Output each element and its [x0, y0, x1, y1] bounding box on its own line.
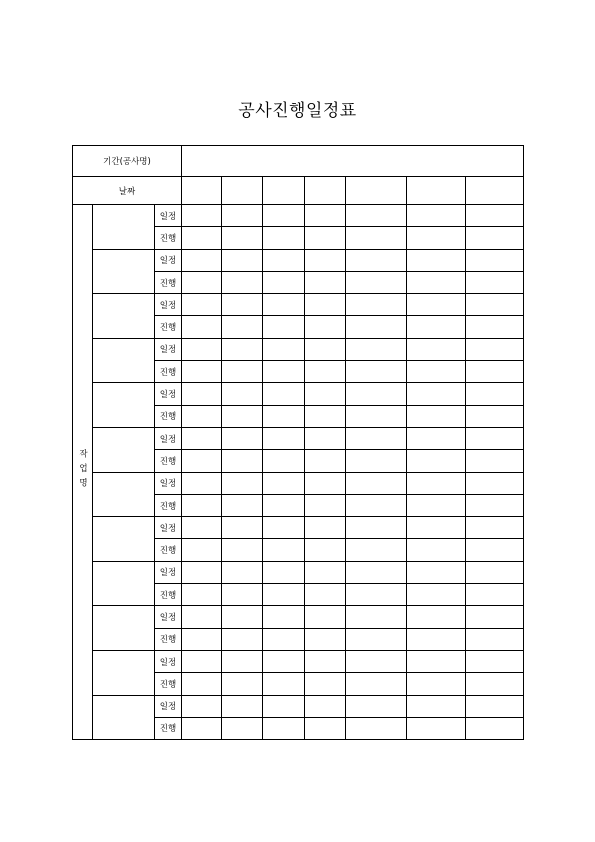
- schedule-cell[interactable]: [305, 517, 346, 539]
- schedule-cell[interactable]: [407, 517, 466, 539]
- schedule-cell[interactable]: [346, 606, 407, 628]
- schedule-cell[interactable]: [407, 271, 466, 293]
- progress-label-cell: [155, 539, 182, 561]
- schedule-cell[interactable]: [346, 717, 407, 739]
- progress-label-cell: [155, 227, 182, 249]
- task-name-cell[interactable]: [93, 650, 155, 695]
- schedule-cell[interactable]: [346, 517, 407, 539]
- schedule-cell[interactable]: [346, 539, 407, 561]
- task-name-cell[interactable]: [93, 383, 155, 428]
- schedule-cell[interactable]: [182, 561, 222, 583]
- plan-label: 일정: [159, 345, 177, 356]
- schedule-cell[interactable]: [407, 472, 466, 494]
- table-row: [73, 249, 524, 271]
- schedule-cell[interactable]: [182, 673, 222, 695]
- schedule-cell[interactable]: [346, 383, 407, 405]
- progress-label: 진행: [159, 278, 177, 289]
- progress-label-cell: [155, 361, 182, 383]
- progress-label: 진행: [159, 233, 177, 244]
- plan-label-cell: [155, 294, 182, 316]
- schedule-cell[interactable]: [182, 294, 222, 316]
- schedule-cell[interactable]: [305, 717, 346, 739]
- plan-label: 일정: [159, 300, 177, 311]
- schedule-cell[interactable]: [305, 205, 346, 227]
- schedule-cell[interactable]: [305, 695, 346, 717]
- progress-label-cell: [155, 271, 182, 293]
- schedule-cell[interactable]: [346, 405, 407, 427]
- schedule-cell[interactable]: [182, 427, 222, 449]
- schedule-cell[interactable]: [182, 517, 222, 539]
- schedule-cell[interactable]: [407, 294, 466, 316]
- schedule-cell[interactable]: [466, 294, 524, 316]
- task-name-cell[interactable]: [93, 205, 155, 250]
- plan-label: 일정: [159, 702, 177, 713]
- plan-label-cell: [155, 650, 182, 672]
- plan-label: 일정: [159, 657, 177, 668]
- schedule-cell[interactable]: [222, 472, 263, 494]
- schedule-cell[interactable]: [263, 472, 305, 494]
- plan-label-cell: [155, 517, 182, 539]
- schedule-cell[interactable]: [346, 584, 407, 606]
- schedule-cell[interactable]: [407, 539, 466, 561]
- schedule-cell[interactable]: [346, 472, 407, 494]
- schedule-cell[interactable]: [182, 338, 222, 360]
- table-row: [73, 517, 524, 539]
- schedule-cell[interactable]: [305, 494, 346, 516]
- schedule-cell[interactable]: [407, 450, 466, 472]
- table-row: [73, 427, 524, 449]
- schedule-cell[interactable]: [222, 628, 263, 650]
- schedule-cell[interactable]: [305, 650, 346, 672]
- table-row: [73, 472, 524, 494]
- schedule-cell[interactable]: [346, 673, 407, 695]
- schedule-cell[interactable]: [407, 584, 466, 606]
- task-name-cell[interactable]: [93, 472, 155, 517]
- schedule-cell[interactable]: [222, 427, 263, 449]
- schedule-cell[interactable]: [305, 628, 346, 650]
- schedule-cell[interactable]: [263, 249, 305, 271]
- schedule-cell[interactable]: [182, 383, 222, 405]
- schedule-cell[interactable]: [466, 606, 524, 628]
- schedule-cell[interactable]: [182, 205, 222, 227]
- task-name-cell[interactable]: [93, 606, 155, 651]
- progress-label-cell: [155, 405, 182, 427]
- plan-label: 일정: [159, 612, 177, 623]
- schedule-cell[interactable]: [182, 494, 222, 516]
- table-row: [73, 650, 524, 672]
- schedule-cell[interactable]: [182, 249, 222, 271]
- task-name-cell[interactable]: [93, 427, 155, 472]
- schedule-cell[interactable]: [263, 494, 305, 516]
- schedule-cell[interactable]: [407, 427, 466, 449]
- plan-label-cell: [155, 695, 182, 717]
- schedule-cell[interactable]: [263, 717, 305, 739]
- schedule-cell[interactable]: [407, 205, 466, 227]
- progress-label: 진행: [159, 724, 177, 735]
- schedule-cell[interactable]: [346, 695, 407, 717]
- schedule-cell[interactable]: [263, 338, 305, 360]
- schedule-cell[interactable]: [305, 294, 346, 316]
- schedule-cell[interactable]: [222, 606, 263, 628]
- plan-label-cell: [155, 383, 182, 405]
- period-label-cell: [73, 146, 182, 177]
- schedule-cell[interactable]: [346, 628, 407, 650]
- schedule-cell[interactable]: [466, 539, 524, 561]
- schedule-cell[interactable]: [182, 227, 222, 249]
- schedule-cell[interactable]: [263, 695, 305, 717]
- schedule-cell[interactable]: [346, 650, 407, 672]
- schedule-cell[interactable]: [407, 561, 466, 583]
- schedule-cell[interactable]: [346, 294, 407, 316]
- schedule-cell[interactable]: [407, 606, 466, 628]
- schedule-cell[interactable]: [305, 606, 346, 628]
- schedule-cell[interactable]: [407, 227, 466, 249]
- schedule-cell[interactable]: [182, 450, 222, 472]
- schedule-cell[interactable]: [222, 450, 263, 472]
- plan-label-cell: [155, 205, 182, 227]
- schedule-cell[interactable]: [466, 205, 524, 227]
- schedule-cell[interactable]: [222, 338, 263, 360]
- schedule-cell[interactable]: [305, 271, 346, 293]
- schedule-cell[interactable]: [182, 584, 222, 606]
- period-value-cell[interactable]: [182, 146, 524, 177]
- schedule-cell[interactable]: [263, 606, 305, 628]
- schedule-cell[interactable]: [263, 450, 305, 472]
- schedule-cell[interactable]: [346, 227, 407, 249]
- task-name-side-cell: [73, 205, 93, 740]
- page-title: 공사진행일정표: [238, 101, 357, 121]
- date-cell[interactable]: [305, 177, 346, 205]
- schedule-cell[interactable]: [305, 472, 346, 494]
- schedule-cell[interactable]: [346, 271, 407, 293]
- schedule-cell[interactable]: [346, 361, 407, 383]
- progress-label: 진행: [159, 412, 177, 423]
- plan-label-cell: [155, 606, 182, 628]
- schedule-cell[interactable]: [407, 628, 466, 650]
- schedule-cell[interactable]: [222, 294, 263, 316]
- progress-label: 진행: [159, 456, 177, 467]
- schedule-cell[interactable]: [182, 472, 222, 494]
- plan-label: 일정: [159, 523, 177, 534]
- date-label: 날짜: [118, 186, 136, 197]
- date-cell[interactable]: [263, 177, 305, 205]
- schedule-cell[interactable]: [263, 673, 305, 695]
- schedule-cell[interactable]: [346, 427, 407, 449]
- schedule-cell[interactable]: [222, 584, 263, 606]
- schedule-cell[interactable]: [263, 517, 305, 539]
- date-cell[interactable]: [466, 177, 524, 205]
- schedule-cell[interactable]: [182, 695, 222, 717]
- task-name-side-label: 작업명: [77, 448, 88, 493]
- schedule-cell[interactable]: [263, 227, 305, 249]
- schedule-cell[interactable]: [263, 427, 305, 449]
- schedule-cell[interactable]: [305, 561, 346, 583]
- period-label: 기간(공사명): [103, 157, 151, 167]
- schedule-cell[interactable]: [466, 717, 524, 739]
- schedule-cell[interactable]: [182, 717, 222, 739]
- schedule-cell[interactable]: [466, 427, 524, 449]
- schedule-cell[interactable]: [305, 227, 346, 249]
- schedule-cell[interactable]: [305, 405, 346, 427]
- schedule-cell[interactable]: [346, 338, 407, 360]
- task-name-cell[interactable]: [93, 561, 155, 606]
- schedule-cell[interactable]: [222, 405, 263, 427]
- schedule-cell[interactable]: [263, 539, 305, 561]
- schedule-cell[interactable]: [222, 227, 263, 249]
- schedule-cell[interactable]: [222, 695, 263, 717]
- schedule-cell[interactable]: [466, 584, 524, 606]
- progress-label: 진행: [159, 501, 177, 512]
- schedule-cell[interactable]: [305, 539, 346, 561]
- progress-label-cell: [155, 673, 182, 695]
- schedule-cell[interactable]: [222, 271, 263, 293]
- schedule-cell[interactable]: [407, 673, 466, 695]
- progress-label: 진행: [159, 367, 177, 378]
- schedule-cell[interactable]: [407, 249, 466, 271]
- table-row: [73, 695, 524, 717]
- schedule-cell[interactable]: [407, 695, 466, 717]
- schedule-cell[interactable]: [222, 316, 263, 338]
- schedule-cell[interactable]: [263, 316, 305, 338]
- schedule-cell[interactable]: [305, 584, 346, 606]
- progress-label: 진행: [159, 590, 177, 601]
- progress-label: 진행: [159, 679, 177, 690]
- schedule-cell[interactable]: [222, 361, 263, 383]
- schedule-cell[interactable]: [466, 227, 524, 249]
- schedule-cell[interactable]: [466, 361, 524, 383]
- schedule-cell[interactable]: [263, 650, 305, 672]
- schedule-cell[interactable]: [466, 650, 524, 672]
- schedule-cell[interactable]: [466, 561, 524, 583]
- schedule-cell[interactable]: [346, 450, 407, 472]
- schedule-cell[interactable]: [182, 650, 222, 672]
- schedule-cell[interactable]: [407, 650, 466, 672]
- table-row: [73, 338, 524, 360]
- schedule-cell[interactable]: [182, 405, 222, 427]
- table-row: [73, 294, 524, 316]
- schedule-cell[interactable]: [466, 628, 524, 650]
- plan-label: 일정: [159, 434, 177, 445]
- plan-label-cell: [155, 338, 182, 360]
- progress-label-cell: [155, 584, 182, 606]
- task-name-cell[interactable]: [93, 517, 155, 562]
- schedule-cell[interactable]: [263, 361, 305, 383]
- schedule-cell[interactable]: [182, 606, 222, 628]
- schedule-cell[interactable]: [346, 561, 407, 583]
- task-name-cell[interactable]: [93, 695, 155, 740]
- schedule-cell[interactable]: [346, 494, 407, 516]
- schedule-cell[interactable]: [466, 695, 524, 717]
- table-row: [73, 383, 524, 405]
- schedule-cell[interactable]: [263, 271, 305, 293]
- schedule-cell[interactable]: [263, 405, 305, 427]
- date-cell[interactable]: [407, 177, 466, 205]
- task-name-cell[interactable]: [93, 294, 155, 339]
- plan-label-cell: [155, 249, 182, 271]
- schedule-cell[interactable]: [407, 383, 466, 405]
- schedule-cell[interactable]: [222, 383, 263, 405]
- plan-label-cell: [155, 427, 182, 449]
- schedule-cell[interactable]: [466, 249, 524, 271]
- schedule-cell[interactable]: [182, 361, 222, 383]
- schedule-cell[interactable]: [407, 717, 466, 739]
- schedule-cell[interactable]: [305, 338, 346, 360]
- date-cell[interactable]: [346, 177, 407, 205]
- schedule-cell[interactable]: [466, 405, 524, 427]
- date-label-cell: [73, 177, 182, 205]
- table-row: [73, 606, 524, 628]
- schedule-cell[interactable]: [222, 539, 263, 561]
- progress-label: 진행: [159, 546, 177, 557]
- date-cell[interactable]: [182, 177, 222, 205]
- table-row: [73, 205, 524, 227]
- progress-label: 진행: [159, 635, 177, 646]
- schedule-cell[interactable]: [222, 650, 263, 672]
- schedule-cell[interactable]: [346, 249, 407, 271]
- plan-label-cell: [155, 472, 182, 494]
- schedule-cell[interactable]: [222, 249, 263, 271]
- schedule-cell[interactable]: [466, 338, 524, 360]
- progress-label-cell: [155, 450, 182, 472]
- schedule-cell[interactable]: [466, 673, 524, 695]
- plan-label: 일정: [159, 479, 177, 490]
- schedule-cell[interactable]: [466, 383, 524, 405]
- progress-label-cell: [155, 316, 182, 338]
- plan-label: 일정: [159, 390, 177, 401]
- schedule-cell[interactable]: [407, 316, 466, 338]
- schedule-cell[interactable]: [182, 628, 222, 650]
- schedule-cell[interactable]: [407, 494, 466, 516]
- schedule-cell[interactable]: [466, 450, 524, 472]
- schedule-cell[interactable]: [407, 361, 466, 383]
- date-cell[interactable]: [222, 177, 263, 205]
- schedule-cell[interactable]: [222, 561, 263, 583]
- schedule-cell[interactable]: [182, 271, 222, 293]
- schedule-cell[interactable]: [263, 205, 305, 227]
- plan-label: 일정: [159, 568, 177, 579]
- progress-label-cell: [155, 717, 182, 739]
- progress-label-cell: [155, 494, 182, 516]
- schedule-cell[interactable]: [222, 517, 263, 539]
- task-name-cell[interactable]: [93, 249, 155, 294]
- schedule-table: [72, 145, 524, 740]
- schedule-cell[interactable]: [222, 494, 263, 516]
- schedule-cell[interactable]: [263, 584, 305, 606]
- schedule-cell[interactable]: [305, 450, 346, 472]
- progress-label-cell: [155, 628, 182, 650]
- plan-label: 일정: [159, 211, 177, 222]
- schedule-cell[interactable]: [466, 472, 524, 494]
- schedule-cell[interactable]: [222, 673, 263, 695]
- schedule-cell[interactable]: [346, 205, 407, 227]
- plan-label: 일정: [159, 256, 177, 267]
- schedule-cell[interactable]: [466, 316, 524, 338]
- schedule-cell[interactable]: [222, 717, 263, 739]
- schedule-cell[interactable]: [346, 316, 407, 338]
- schedule-cell[interactable]: [182, 539, 222, 561]
- schedule-cell[interactable]: [263, 383, 305, 405]
- schedule-cell[interactable]: [305, 316, 346, 338]
- schedule-cell[interactable]: [263, 294, 305, 316]
- progress-label: 진행: [159, 323, 177, 334]
- schedule-cell[interactable]: [305, 673, 346, 695]
- schedule-cell[interactable]: [466, 494, 524, 516]
- schedule-cell[interactable]: [263, 628, 305, 650]
- schedule-cell[interactable]: [466, 271, 524, 293]
- schedule-cell[interactable]: [305, 383, 346, 405]
- schedule-cell[interactable]: [305, 361, 346, 383]
- table-row: [73, 561, 524, 583]
- schedule-cell[interactable]: [466, 517, 524, 539]
- schedule-cell[interactable]: [305, 427, 346, 449]
- schedule-cell[interactable]: [407, 405, 466, 427]
- schedule-cell[interactable]: [263, 561, 305, 583]
- schedule-cell[interactable]: [222, 205, 263, 227]
- plan-label-cell: [155, 561, 182, 583]
- schedule-cell[interactable]: [407, 338, 466, 360]
- schedule-cell[interactable]: [305, 249, 346, 271]
- schedule-cell[interactable]: [182, 316, 222, 338]
- task-name-cell[interactable]: [93, 338, 155, 383]
